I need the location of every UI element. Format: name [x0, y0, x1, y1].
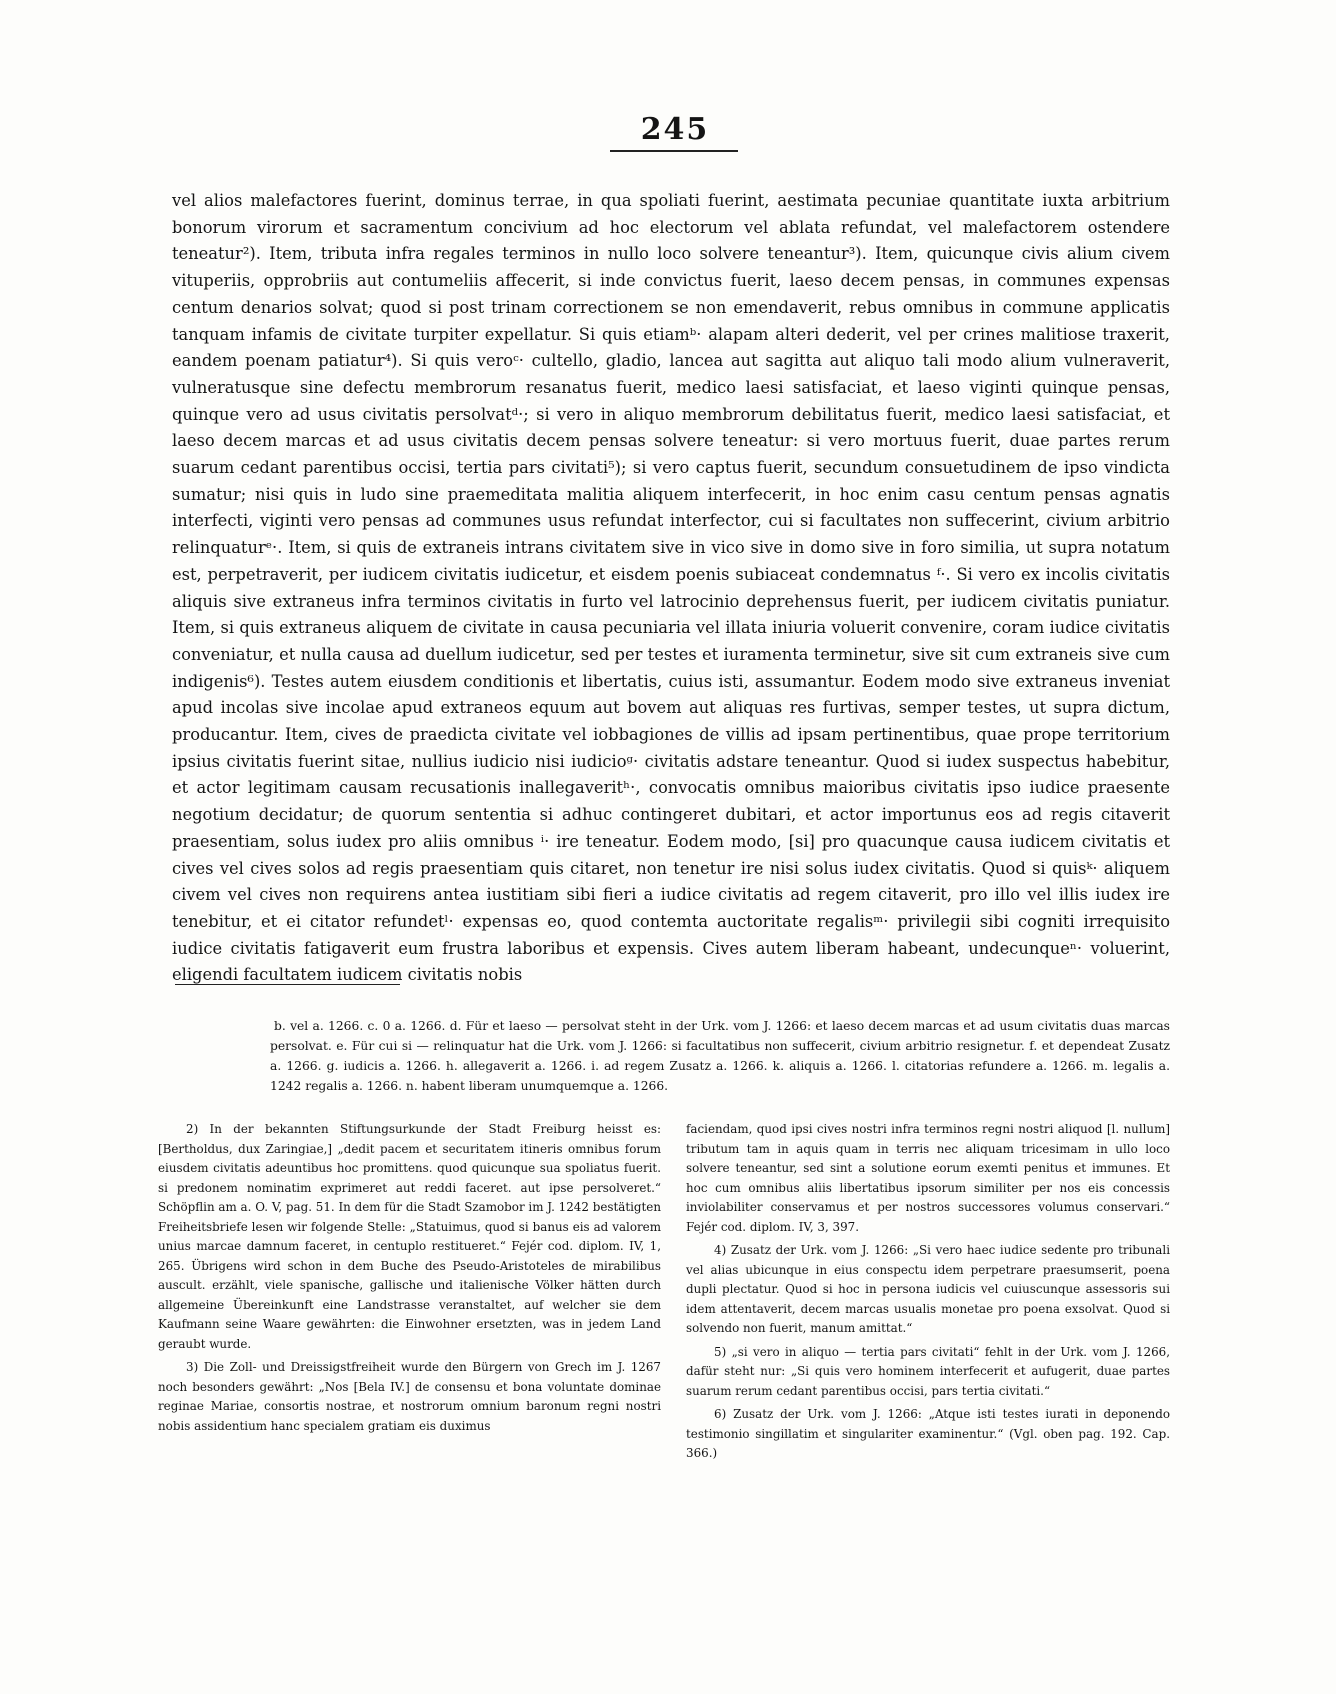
- footnote-6: 6) Zusatz der Urk. vom J. 1266: „Atque isti testes iurati in deponendo testimonio singillatim et singulariter examinentur.“ (Vgl. oben pag. 192. Cap. 366.): [686, 1407, 1170, 1460]
- footnotes-right-column: [686, 1120, 1170, 1468]
- footnote-separator: [175, 984, 400, 985]
- main-text: [172, 188, 1170, 989]
- variant-readings: [270, 1016, 1170, 1096]
- footnote-4: 4) Zusatz der Urk. vom J. 1266: „Si vero haec iudice sedente pro tribunali vel alias ubicunque in eius conspectu idem perpetrare praesumserit, poena dupli plectatur. Quod si hoc in persona iudicis vel cuiuscunque assessoris sui idem attentaverit, decem marcas usualis monetae pro poena exsolvat. Quod si solvendo non fuerit, manum amittat.“: [686, 1243, 1170, 1335]
- footnote-3-continued: faciendam, quod ipsi cives nostri infra terminos regni nostri aliquod [l. nullum] tributum tam in aquis quam in terris nec aliquam tricesimam in ullo loco solvere teneantur, sed sint a solutione eorum exemti penitus et immunes. Et hoc cum omnibus aliis libertatibus ipsorum similiter per nos eis concessis inviolabiliter conservamus et per nostros successores volumus conservari.“ Fejér cod. diplom. IV, 3, 397.: [686, 1122, 1170, 1234]
- page-number-rule: [610, 150, 738, 152]
- footnote-3: 3) Die Zoll- und Dreissigstfreiheit wurde den Bürgern von Grech im J. 1267 noch besonders gewährt: „Nos [Bela IV.] de consensu et bona voluntate dominae reginae Mariae, consortis nostrae, et nostrorum omnium baronum regni nostri nobis assidentium hanc specialem gratiam eis duximus: [158, 1360, 661, 1433]
- footnotes-left-column: [158, 1120, 661, 1440]
- page-number: 245: [640, 112, 710, 147]
- footnote-5: 5) „si vero in aliquo — tertia pars civitati“ fehlt in der Urk. vom J. 1266, dafür steht nur: „Si quis vero hominem interfecerit et aufugerit, duae partes suarum rerum cedant parentibus occisi, pars tertia civitati.“: [686, 1344, 1170, 1398]
- main-paragraph: vel alios malefactores fuerint, dominus terrae, in qua spoliati fuerint, aestimata pecuniae quantitate iuxta arbitrium bonorum virorum et sacramentum concivium ad hoc electorum vel ablata refundat, vel malefactorem ostendere teneatur²). Item, tributa infra regales terminos in nullo loco solvere teneantur³). Item, quicunque civis alium civem vituperiis, opprobriis aut contumeliis affecerit, si inde convictus fuerit, laeso decem pensas, in communes expensas centum denarios solvat; quod si post trinam correctionem se non emendaverit, rebus omnibus in commune applicatis tanquam infamis de civitate turpiter expellatur. Si quis etiamᵇ· alapam alteri dederit, vel per crines malitiose traxerit, eandem poenam patiatur⁴). Si quis veroᶜ· cultello, gladio, lancea aut sagitta aut aliquo tali modo alium vulneraverit, vulneratusque sine defectu membrorum resanatus fuerit, medico laesi satisfaciat, et laeso viginti quinque pensas, quinque vero ad usus civitatis persolvatᵈ·; si vero in aliquo membrorum debilitatus fuerit, medico laesi satisfaciat, et laeso decem marcas et ad usus civitatis decem pensas solvere teneatur: si vero mortuus fuerit, duae partes rerum suarum cedant parentibus occisi, tertia pars civitati⁵); si vero captus fuerit, secundum consuetudinem de ipso vindicta sumatur; nisi quis in ludo sine praemeditata malitia aliquem interfecerit, in hoc enim casu centum pensas agnatis interfecti, viginti vero pensas ad communes usus refundat interfector, cui si facultates non suffecerint, civium arbitrio relinquaturᵉ·. Item, si quis de extraneis intrans civitatem sive in vico sive in domo sive in foro similia, ut supra notatum est, perpetraverit, per iudicem civitatis iudicetur, et eisdem poenis subiaceat condemnatus ᶠ·. Si vero ex incolis civitatis aliquis sive extraneus infra terminos civitatis in furto vel latrocinio deprehensus fuerit, per iudicem civitatis puniatur. Item, si quis extraneus aliquem de civitate in causa pecuniaria vel illata iniuria voluerit convenire, coram iudice civitatis conveniatur, et nulla causa ad duellum iudicetur, sed per testes et iuramenta terminetur, sive sit cum extraneis sive cum indigenis⁶). Testes autem eiusdem conditionis et libertatis, cuius isti, assumantur. Eodem modo sive extraneus inveniat apud incolas sive incolae apud extraneos equum aut bovem aut aliquas res furtivas, semper testes, ut supra dictum, producantur. Item, cives de praedicta civitate vel iobbagiones de villis ad ipsam pertinentibus, quae prope territorium ipsius civitatis fuerint sitae, nullius iudicio nisi iudicioᵍ· civitatis adstare teneantur. Quod si iudex suspectus habebitur, et actor legitimam causam recusationis inallegaveritʰ·, convocatis omnibus maioribus civitatis ipso iudice praesente negotium decidatur; de quorum sententia si adhuc contingeret dubitari, et actor importunus eos ad regis citaverit praesentiam, solus iudex pro aliis omnibus ⁱ· ire teneatur. Eodem modo, [si] pro quacunque causa iudicem civitatis et cives vel cives solos ad regis praesentiam quis citaret, non tenetur ire nisi solus iudex civitatis. Quod si quisᵏ· aliquem civem vel cives non requirens antea iustitiam sibi fieri a iudice civitatis ad regem citaverit, pro illo vel illis iudex ire tenebitur, et ei citator refundetˡ· expensas eo, quod contemta auctoritate regalisᵐ· privilegii sibi cogniti irrequisito iudice civitatis fatigaverit eum frustra laboribus et expensis. Cives autem liberam habeant, undecunqueⁿ· voluerint, eligendi facultatem iudicem civitatis nobis: [172, 191, 1170, 985]
- variant-readings-text: b. vel a. 1266. c. 0 a. 1266. d. Für et laeso — persolvat steht in der Urk. vom J. 1266: et laeso decem marcas et ad usum civitatis duas marcas persolvat. e. Für cui si — relinquatur hat die Urk. vom J. 1266: si facultatibus non suffecerit, civium arbitrio resignetur. f. et dependeat Zusatz a. 1266. g. iudicis a. 1266. h. allegaverit a. 1266. i. ad regem Zusatz a. 1266. k. aliquis a. 1266. l. citatorias refundere a. 1266. m. legalis a. 1242 regalis a. 1266. n. habent liberam unumquemque a. 1266.: [270, 1019, 1170, 1093]
- footnote-2: 2) In der bekannten Stiftungsurkunde der Stadt Freiburg heisst es: [Bertholdus, dux Zaringiae,] „dedit pacem et securitatem itineris omnibus forum eiusdem civitatis adeuntibus hoc promittens. quod quicunque sua spoliatus fuerit. si predonem nominatim exprimeret aut reddi faceret. aut ipse persolveret.“ Schöpflin am a. O. V, pag. 51. In dem für die Stadt Szamobor im J. 1242 bestätigten Freiheitsbriefe lesen wir folgende Stelle: „Statuimus, quod si banus eis ad valorem unius marcae damnum faceret, in centuplo restitueret.“ Fejér cod. diplom. IV, 1, 265. Übrigens wird schon in dem Buche des Pseudo-Aristoteles de mirabilibus auscult. erzählt, viele spanische, gallische und italienische Völker hätten durch allgemeine Übereinkunft eine Landstrasse veranstaltet, auf welcher sie dem Kaufmann seine Waare gewährten: die Einwohner ersetzten, was in jedem Land geraubt wurde.: [158, 1122, 661, 1351]
